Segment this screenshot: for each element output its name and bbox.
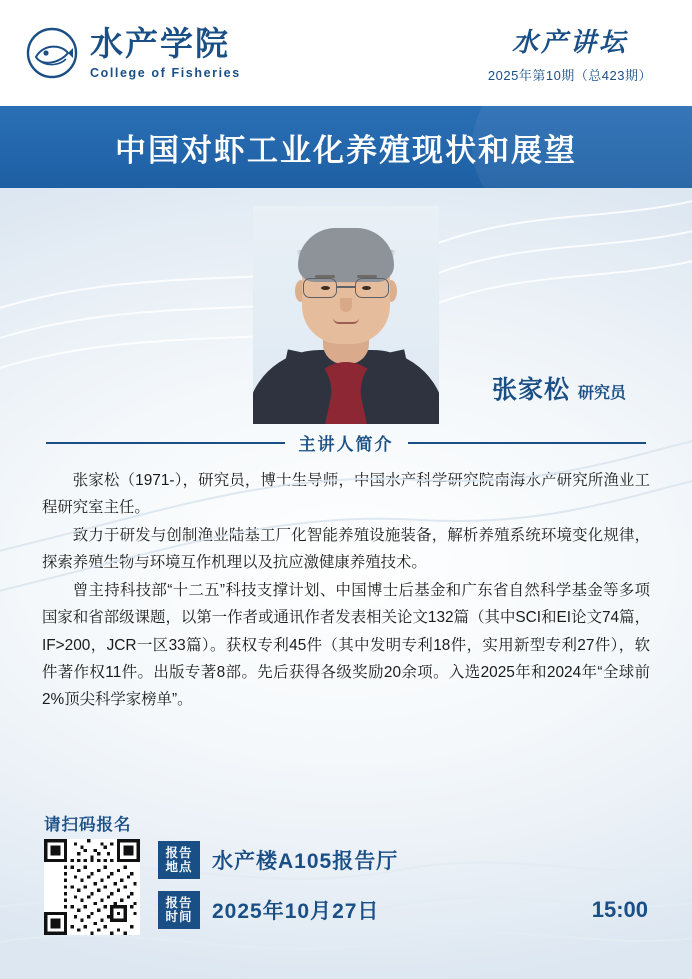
signup-label: 请扫码报名 (44, 816, 132, 834)
speaker-title: 研究员 (577, 385, 626, 402)
place-tag (158, 841, 200, 879)
brand-block (26, 24, 241, 80)
brand-name-cn: 水产学院 (90, 24, 230, 62)
page-title: 中国对虾工业化养殖现状和展望 (115, 132, 577, 168)
bio-heading-label: 主讲人简介 (298, 435, 394, 454)
place-tag-line1: 报告 (165, 845, 193, 860)
event-time-row (158, 891, 648, 929)
forum-issue: 2025年第10期（总423期） (487, 68, 652, 83)
bio-rule-right (408, 442, 647, 444)
time-tag-line1: 报告 (165, 895, 193, 910)
speaker-identity (492, 370, 626, 406)
time-tag-line2: 时间 (165, 910, 193, 924)
bio-heading (46, 430, 646, 455)
speaker-portrait (253, 206, 439, 424)
brand-text (90, 24, 241, 80)
bio-paragraph: 张家松（1971-），研究员，博士生导师，中国水产科学研究院南海水产研究所渔业工程研究室主任。 (42, 472, 650, 517)
poster-header (0, 0, 692, 106)
title-band (0, 106, 692, 188)
event-date-value: 2025年10月27日 (212, 900, 380, 923)
forum-block (488, 22, 666, 84)
event-time-value: 15:00 (591, 897, 648, 922)
speaker-photo-area (0, 188, 692, 424)
forum-title: 水产讲坛 (511, 28, 628, 57)
bio-body (42, 467, 650, 714)
poster-footer (0, 811, 692, 979)
event-place-row (158, 841, 648, 879)
event-info (158, 839, 648, 941)
bio-rule-left (46, 442, 285, 444)
speaker-name: 张家松 (491, 376, 570, 404)
bio-paragraph: 致力于研发与创制渔业陆基工厂化智能养殖设施装备，解析养殖系统环境变化规律，探索养殖生物与环境互作机理以及抗应激健康养殖技术。 (42, 526, 650, 572)
place-tag-line2: 地点 (165, 860, 193, 874)
qr-code-icon[interactable] (44, 839, 140, 935)
fisheries-college-logo-icon (26, 27, 78, 79)
brand-name-en: College of Fisheries (90, 65, 241, 80)
bio-paragraph: 曾主持科技部“十二五”科技支撑计划、中国博士后基金和广东省自然科学基金等多项国家和省部级课题，以第一作者或通讯作者发表相关论文132篇（其中SCI和EI论文74篇，IF>200，JCR一区33篇）。获权专利45件（其中发明专利18件，实用新型专利27件），软件著作权11件。出版专著8部。先后获得各级奖励20余项。入选2025年和2024年“全球前2%顶尖科学家榜单”。 (42, 581, 650, 709)
time-tag (158, 891, 200, 929)
event-place-value: 水产楼A105报告厅 (212, 850, 399, 873)
